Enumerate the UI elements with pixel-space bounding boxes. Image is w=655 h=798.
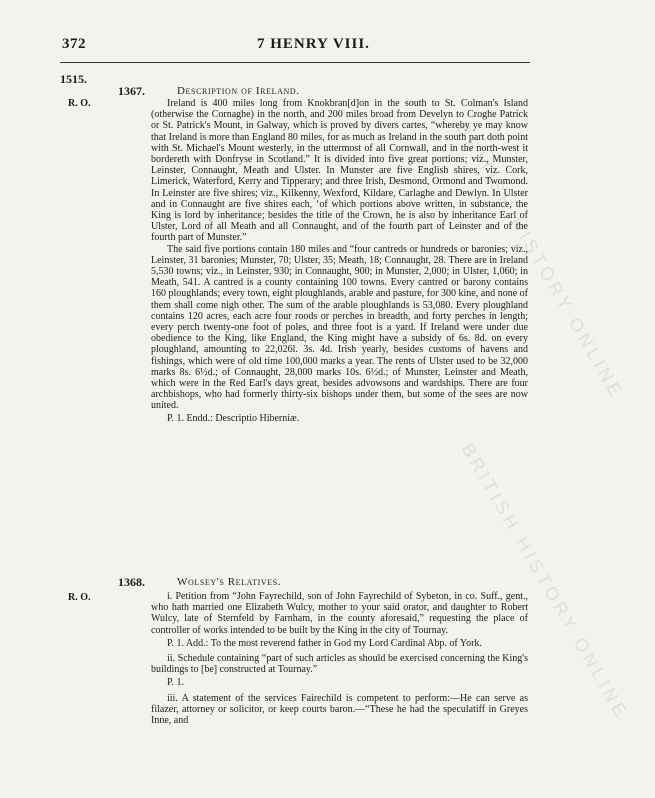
watermark: BRITISH HISTORY ONLINE	[452, 120, 628, 403]
entry-number: 1368.	[118, 575, 145, 589]
running-head: 7 HENRY VIII.	[257, 36, 370, 52]
paragraph: iii. A statement of the services Fairechild is competent to perform:—He can serve as filazer, attorney or solicitor, or keep courts baron.—“These he had the speculatiff in Greyes Inne, and	[151, 692, 528, 727]
year-margin: 1515.	[60, 72, 87, 86]
address-note: P. 1. Add.: To the most reverend father in God my Lord Cardinal Abp. of York.	[167, 637, 482, 649]
watermark: BRITISH HISTORY ONLINE	[457, 440, 633, 723]
paragraph: The said five portions contain 180 miles and “four cantreds or hundreds or baronies; viz., Leinster, 31 baronies; Munster, 70; Ulster, 35; Meath, 18; Connaught, 28. There are in Ireland 5,530 towns; viz., in Leinster, 930; in Connaught, 900; in Munster, 2,000; in Ulster, 1,060; in Meath, 541. A cantred is a county containing 100 towns. Every cantred or barony contains 160 ploughlands; every town, eight ploughlands, arable and pasture, for 300 kine, and none of them shall come nigh other. The sum of the arable ploughlands is 53,080. Every ploughland contains 120 acres, each acre four roods or perches in breadth, and forty perches in length; every perch twenty-one foot of poles, and three foot is a yard. If Ireland were under due obedience to the King, like England, the King might have a subsidy of 6s. 8d. on every ploughland, amounting to 22,026l. 3s. 4d. Irish yearly, besides customs of havens and fishings, which were of old time 100,000 marks a year. The rents of Ulster used to be 32,000 marks 8s. 6½d.; of Connaught, 28,000 marks 10s. 6½d.; of Munster, Leinster and Meath, which were in the Red Earl's days great, besides advowsons and wardships. There are four archbishops, who had formerly thirty-six bishops under them, but some of the sees are now united.	[151, 243, 528, 412]
page-number: 372	[62, 36, 86, 52]
source-margin: R. O.	[68, 98, 91, 109]
source-margin: R. O.	[68, 592, 91, 603]
entry-title: Wolsey's Relatives.	[177, 576, 282, 588]
page-header	[0, 36, 567, 56]
paragraph: i. Petition from “John Fayrechild, son of John Fayrechild of Sybeton, in co. Suff., gent., who hath married one Elizabeth Wulcy, mother to your said orator, and daughter to Robert Wulcy, late of Sternfeld by Farnham, in the county aforesaid,” requesting the place of controller of works intended to be built by the King in the city of Tournay.	[151, 591, 528, 636]
endorsement-note: P. 1. Endd.: Descriptio Hiberniæ.	[167, 412, 300, 424]
header-rule	[60, 62, 530, 63]
entry-title: Description of Ireland.	[177, 85, 300, 97]
paragraph: Ireland is 400 miles long from Knokbran[d]on in the south to St. Colman's Island (otherwise the Cornaghe) in the north, and 200 miles broad from Develyn to Croghe Patrick or St. Patrick's Mount, in Galway, which is proved by divers cartes, “whereby ye may know that Ireland is more than England 80 miles, for as much as Ireland in the south part doth point with St. Michael's Mount westerly, in the uttermost of all Cornwall, and in the north-west it bordereth with Donfryse in Scotland.” It is divided into five great portions; viz., Munster, Leinster, Connaught, Meath and Ulster. In Munster are five English shires, viz. Cork, Limerick, Waterford, Kerry and Tipperary; and three Irish, Desmond, Ormond and Twomond. In Leinster are five shires; viz., Kilkenny, Wexford, Kildare, Carlaghe and Dewlyn. In Ulster and in Connaught are five shires each, ‘of which portions above written, in substance, the King is lord by inheritance; besides the title of the Crown, he is also by inheritance Earl of Ulster, Lord of all Meath and all Connaught, and of the fourth part of Leinster and of the fourth part of Munster.”	[151, 98, 528, 244]
page-count-note: P. 1.	[167, 677, 184, 689]
entry-body	[151, 591, 528, 726]
paragraph: ii. Schedule containing “part of such articles as should be exercised concerning the King's buildings to [be] constructed at Tournay.”	[151, 653, 528, 676]
entry-body	[151, 98, 528, 424]
entry-number: 1367.	[118, 84, 145, 98]
